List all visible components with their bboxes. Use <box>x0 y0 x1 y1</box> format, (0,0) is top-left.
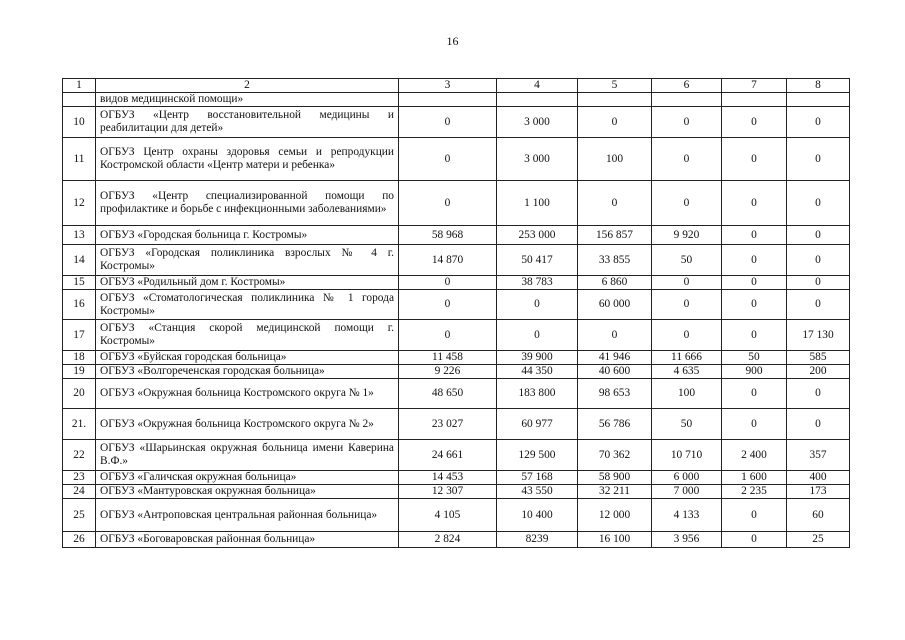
col-6-value: 4 635 <box>652 365 722 379</box>
institution-name: ОГБУЗ «Городская больница г. Костромы» <box>96 226 399 245</box>
col-8-value: 0 <box>787 181 850 226</box>
table-row <box>63 499 850 532</box>
col-7-value: 0 <box>722 276 787 290</box>
col-8-value: 0 <box>787 226 850 245</box>
col-6-value: 0 <box>652 107 722 138</box>
col-5-value: 56 786 <box>578 409 652 440</box>
header-cell-8: 8 <box>787 79 850 93</box>
header-cell-2: 2 <box>96 79 399 93</box>
col-3-value: 24 661 <box>399 440 497 471</box>
row-number: 11 <box>63 138 96 181</box>
col-5-value: 98 653 <box>578 379 652 409</box>
col-6-value: 50 <box>652 245 722 276</box>
continuation-cell-empty <box>497 93 578 107</box>
col-7-value: 0 <box>722 138 787 181</box>
header-cell-7: 7 <box>722 79 787 93</box>
header-cell-3: 3 <box>399 79 497 93</box>
col-3-value: 23 027 <box>399 409 497 440</box>
col-6-value: 6 000 <box>652 471 722 485</box>
col-7-value: 0 <box>722 409 787 440</box>
institution-name: ОГБУЗ «Антроповская центральная районная больница» <box>96 499 399 532</box>
col-8-value: 173 <box>787 485 850 499</box>
col-5-value: 32 211 <box>578 485 652 499</box>
col-8-value: 0 <box>787 245 850 276</box>
institution-name: ОГБУЗ «Мантуровская окружная больница» <box>96 485 399 499</box>
col-3-value: 0 <box>399 181 497 226</box>
col-5-value: 0 <box>578 320 652 351</box>
col-3-value: 0 <box>399 138 497 181</box>
table-row <box>63 320 850 351</box>
table-row <box>63 409 850 440</box>
table-row <box>63 245 850 276</box>
col-8-value: 0 <box>787 290 850 320</box>
col-8-value: 0 <box>787 107 850 138</box>
col-3-value: 12 307 <box>399 485 497 499</box>
col-5-value: 100 <box>578 138 652 181</box>
col-7-value: 0 <box>722 226 787 245</box>
col-6-value: 3 956 <box>652 532 722 548</box>
col-5-value: 41 946 <box>578 351 652 365</box>
continuation-cell-empty <box>63 93 96 107</box>
header-cell-5: 5 <box>578 79 652 93</box>
institution-name: ОГБУЗ «Окружная больница Костромского округа № 1» <box>96 379 399 409</box>
col-7-value: 50 <box>722 351 787 365</box>
col-4-value: 57 168 <box>497 471 578 485</box>
col-4-value: 1 100 <box>497 181 578 226</box>
col-8-value: 0 <box>787 409 850 440</box>
col-3-value: 14 870 <box>399 245 497 276</box>
col-4-value: 3 000 <box>497 138 578 181</box>
continuation-cell-empty <box>399 93 497 107</box>
col-4-value: 129 500 <box>497 440 578 471</box>
col-5-value: 58 900 <box>578 471 652 485</box>
col-8-value: 0 <box>787 276 850 290</box>
header-cell-6: 6 <box>652 79 722 93</box>
continuation-cell-empty <box>652 93 722 107</box>
header-cell-4: 4 <box>497 79 578 93</box>
col-7-value: 1 600 <box>722 471 787 485</box>
row-number: 26 <box>63 532 96 548</box>
col-3-value: 4 105 <box>399 499 497 532</box>
table-body <box>63 79 850 548</box>
col-6-value: 50 <box>652 409 722 440</box>
col-7-value: 2 400 <box>722 440 787 471</box>
row-number: 14 <box>63 245 96 276</box>
col-7-value: 0 <box>722 499 787 532</box>
col-5-value: 0 <box>578 107 652 138</box>
continuation-cell-empty <box>787 93 850 107</box>
col-3-value: 0 <box>399 320 497 351</box>
row-number: 10 <box>63 107 96 138</box>
row-number: 20 <box>63 379 96 409</box>
col-3-value: 0 <box>399 276 497 290</box>
institution-name: ОГБУЗ «Стоматологическая поликлиника № 1 города Костромы» <box>96 290 399 320</box>
row-number: 23 <box>63 471 96 485</box>
col-7-value: 900 <box>722 365 787 379</box>
col-3-value: 58 968 <box>399 226 497 245</box>
continuation-text: видов медицинской помощи» <box>96 93 399 107</box>
col-6-value: 0 <box>652 138 722 181</box>
header-cell-1: 1 <box>63 79 96 93</box>
col-7-value: 0 <box>722 245 787 276</box>
funding-table <box>62 78 850 548</box>
page-number: 16 <box>446 34 459 48</box>
col-3-value: 48 650 <box>399 379 497 409</box>
row-number: 24 <box>63 485 96 499</box>
col-6-value: 10 710 <box>652 440 722 471</box>
col-4-value: 38 783 <box>497 276 578 290</box>
institution-name: ОГБУЗ «Волгореченская городская больница» <box>96 365 399 379</box>
table-header-row <box>63 79 850 93</box>
col-5-value: 33 855 <box>578 245 652 276</box>
col-8-value: 17 130 <box>787 320 850 351</box>
col-6-value: 0 <box>652 290 722 320</box>
row-number: 19 <box>63 365 96 379</box>
col-8-value: 25 <box>787 532 850 548</box>
col-4-value: 60 977 <box>497 409 578 440</box>
col-5-value: 60 000 <box>578 290 652 320</box>
row-number: 18 <box>63 351 96 365</box>
table-row <box>63 138 850 181</box>
col-6-value: 100 <box>652 379 722 409</box>
col-8-value: 60 <box>787 499 850 532</box>
col-3-value: 2 824 <box>399 532 497 548</box>
table-row <box>63 365 850 379</box>
table-row <box>63 379 850 409</box>
col-4-value: 50 417 <box>497 245 578 276</box>
col-7-value: 0 <box>722 290 787 320</box>
col-4-value: 10 400 <box>497 499 578 532</box>
col-8-value: 0 <box>787 138 850 181</box>
col-5-value: 0 <box>578 181 652 226</box>
col-4-value: 0 <box>497 290 578 320</box>
table-row <box>63 471 850 485</box>
col-6-value: 9 920 <box>652 226 722 245</box>
col-3-value: 0 <box>399 107 497 138</box>
row-number: 17 <box>63 320 96 351</box>
col-5-value: 70 362 <box>578 440 652 471</box>
institution-name: ОГБУЗ «Окружная больница Костромского округа № 2» <box>96 409 399 440</box>
col-7-value: 0 <box>722 532 787 548</box>
continuation-row <box>63 93 850 107</box>
col-5-value: 6 860 <box>578 276 652 290</box>
col-4-value: 44 350 <box>497 365 578 379</box>
institution-name: ОГБУЗ Центр охраны здоровья семьи и репродукции Костромской области «Центр матери и ребенка» <box>96 138 399 181</box>
col-7-value: 0 <box>722 107 787 138</box>
table-row <box>63 532 850 548</box>
col-6-value: 0 <box>652 320 722 351</box>
col-7-value: 0 <box>722 320 787 351</box>
col-7-value: 0 <box>722 379 787 409</box>
col-4-value: 253 000 <box>497 226 578 245</box>
col-3-value: 11 458 <box>399 351 497 365</box>
row-number: 21. <box>63 409 96 440</box>
col-6-value: 0 <box>652 276 722 290</box>
row-number: 12 <box>63 181 96 226</box>
col-5-value: 40 600 <box>578 365 652 379</box>
col-4-value: 43 550 <box>497 485 578 499</box>
table-row <box>63 107 850 138</box>
col-6-value: 4 133 <box>652 499 722 532</box>
institution-name: ОГБУЗ «Галичская окружная больница» <box>96 471 399 485</box>
col-6-value: 11 666 <box>652 351 722 365</box>
col-8-value: 585 <box>787 351 850 365</box>
row-number: 16 <box>63 290 96 320</box>
table-row <box>63 181 850 226</box>
col-8-value: 0 <box>787 379 850 409</box>
col-5-value: 12 000 <box>578 499 652 532</box>
table-row <box>63 226 850 245</box>
institution-name: ОГБУЗ «Буйская городская больница» <box>96 351 399 365</box>
col-7-value: 2 235 <box>722 485 787 499</box>
institution-name: ОГБУЗ «Городская поликлиника взрослых № 4 г. Костромы» <box>96 245 399 276</box>
col-6-value: 0 <box>652 181 722 226</box>
col-3-value: 14 453 <box>399 471 497 485</box>
institution-name: ОГБУЗ «Станция скорой медицинской помощи г. Костромы» <box>96 320 399 351</box>
continuation-cell-empty <box>578 93 652 107</box>
institution-name: ОГБУЗ «Шарьинская окружная больница имени Каверина В.Ф.» <box>96 440 399 471</box>
col-8-value: 200 <box>787 365 850 379</box>
col-8-value: 357 <box>787 440 850 471</box>
col-7-value: 0 <box>722 181 787 226</box>
col-3-value: 9 226 <box>399 365 497 379</box>
institution-name: ОГБУЗ «Центр восстановительной медицины и реабилитации для детей» <box>96 107 399 138</box>
table-row <box>63 276 850 290</box>
col-4-value: 3 000 <box>497 107 578 138</box>
row-number: 25 <box>63 499 96 532</box>
col-5-value: 156 857 <box>578 226 652 245</box>
table-row <box>63 485 850 499</box>
col-5-value: 16 100 <box>578 532 652 548</box>
col-4-value: 0 <box>497 320 578 351</box>
col-8-value: 400 <box>787 471 850 485</box>
col-4-value: 8239 <box>497 532 578 548</box>
col-4-value: 39 900 <box>497 351 578 365</box>
col-4-value: 183 800 <box>497 379 578 409</box>
row-number: 15 <box>63 276 96 290</box>
continuation-cell-empty <box>722 93 787 107</box>
institution-name: ОГБУЗ «Боговаровская районная больница» <box>96 532 399 548</box>
institution-name: ОГБУЗ «Центр специализированной помощи по профилактике и борьбе с инфекционными заболеваниями» <box>96 181 399 226</box>
row-number: 22 <box>63 440 96 471</box>
col-3-value: 0 <box>399 290 497 320</box>
table-row <box>63 290 850 320</box>
institution-name: ОГБУЗ «Родильный дом г. Костромы» <box>96 276 399 290</box>
table-row <box>63 440 850 471</box>
table-row <box>63 351 850 365</box>
col-6-value: 7 000 <box>652 485 722 499</box>
row-number: 13 <box>63 226 96 245</box>
